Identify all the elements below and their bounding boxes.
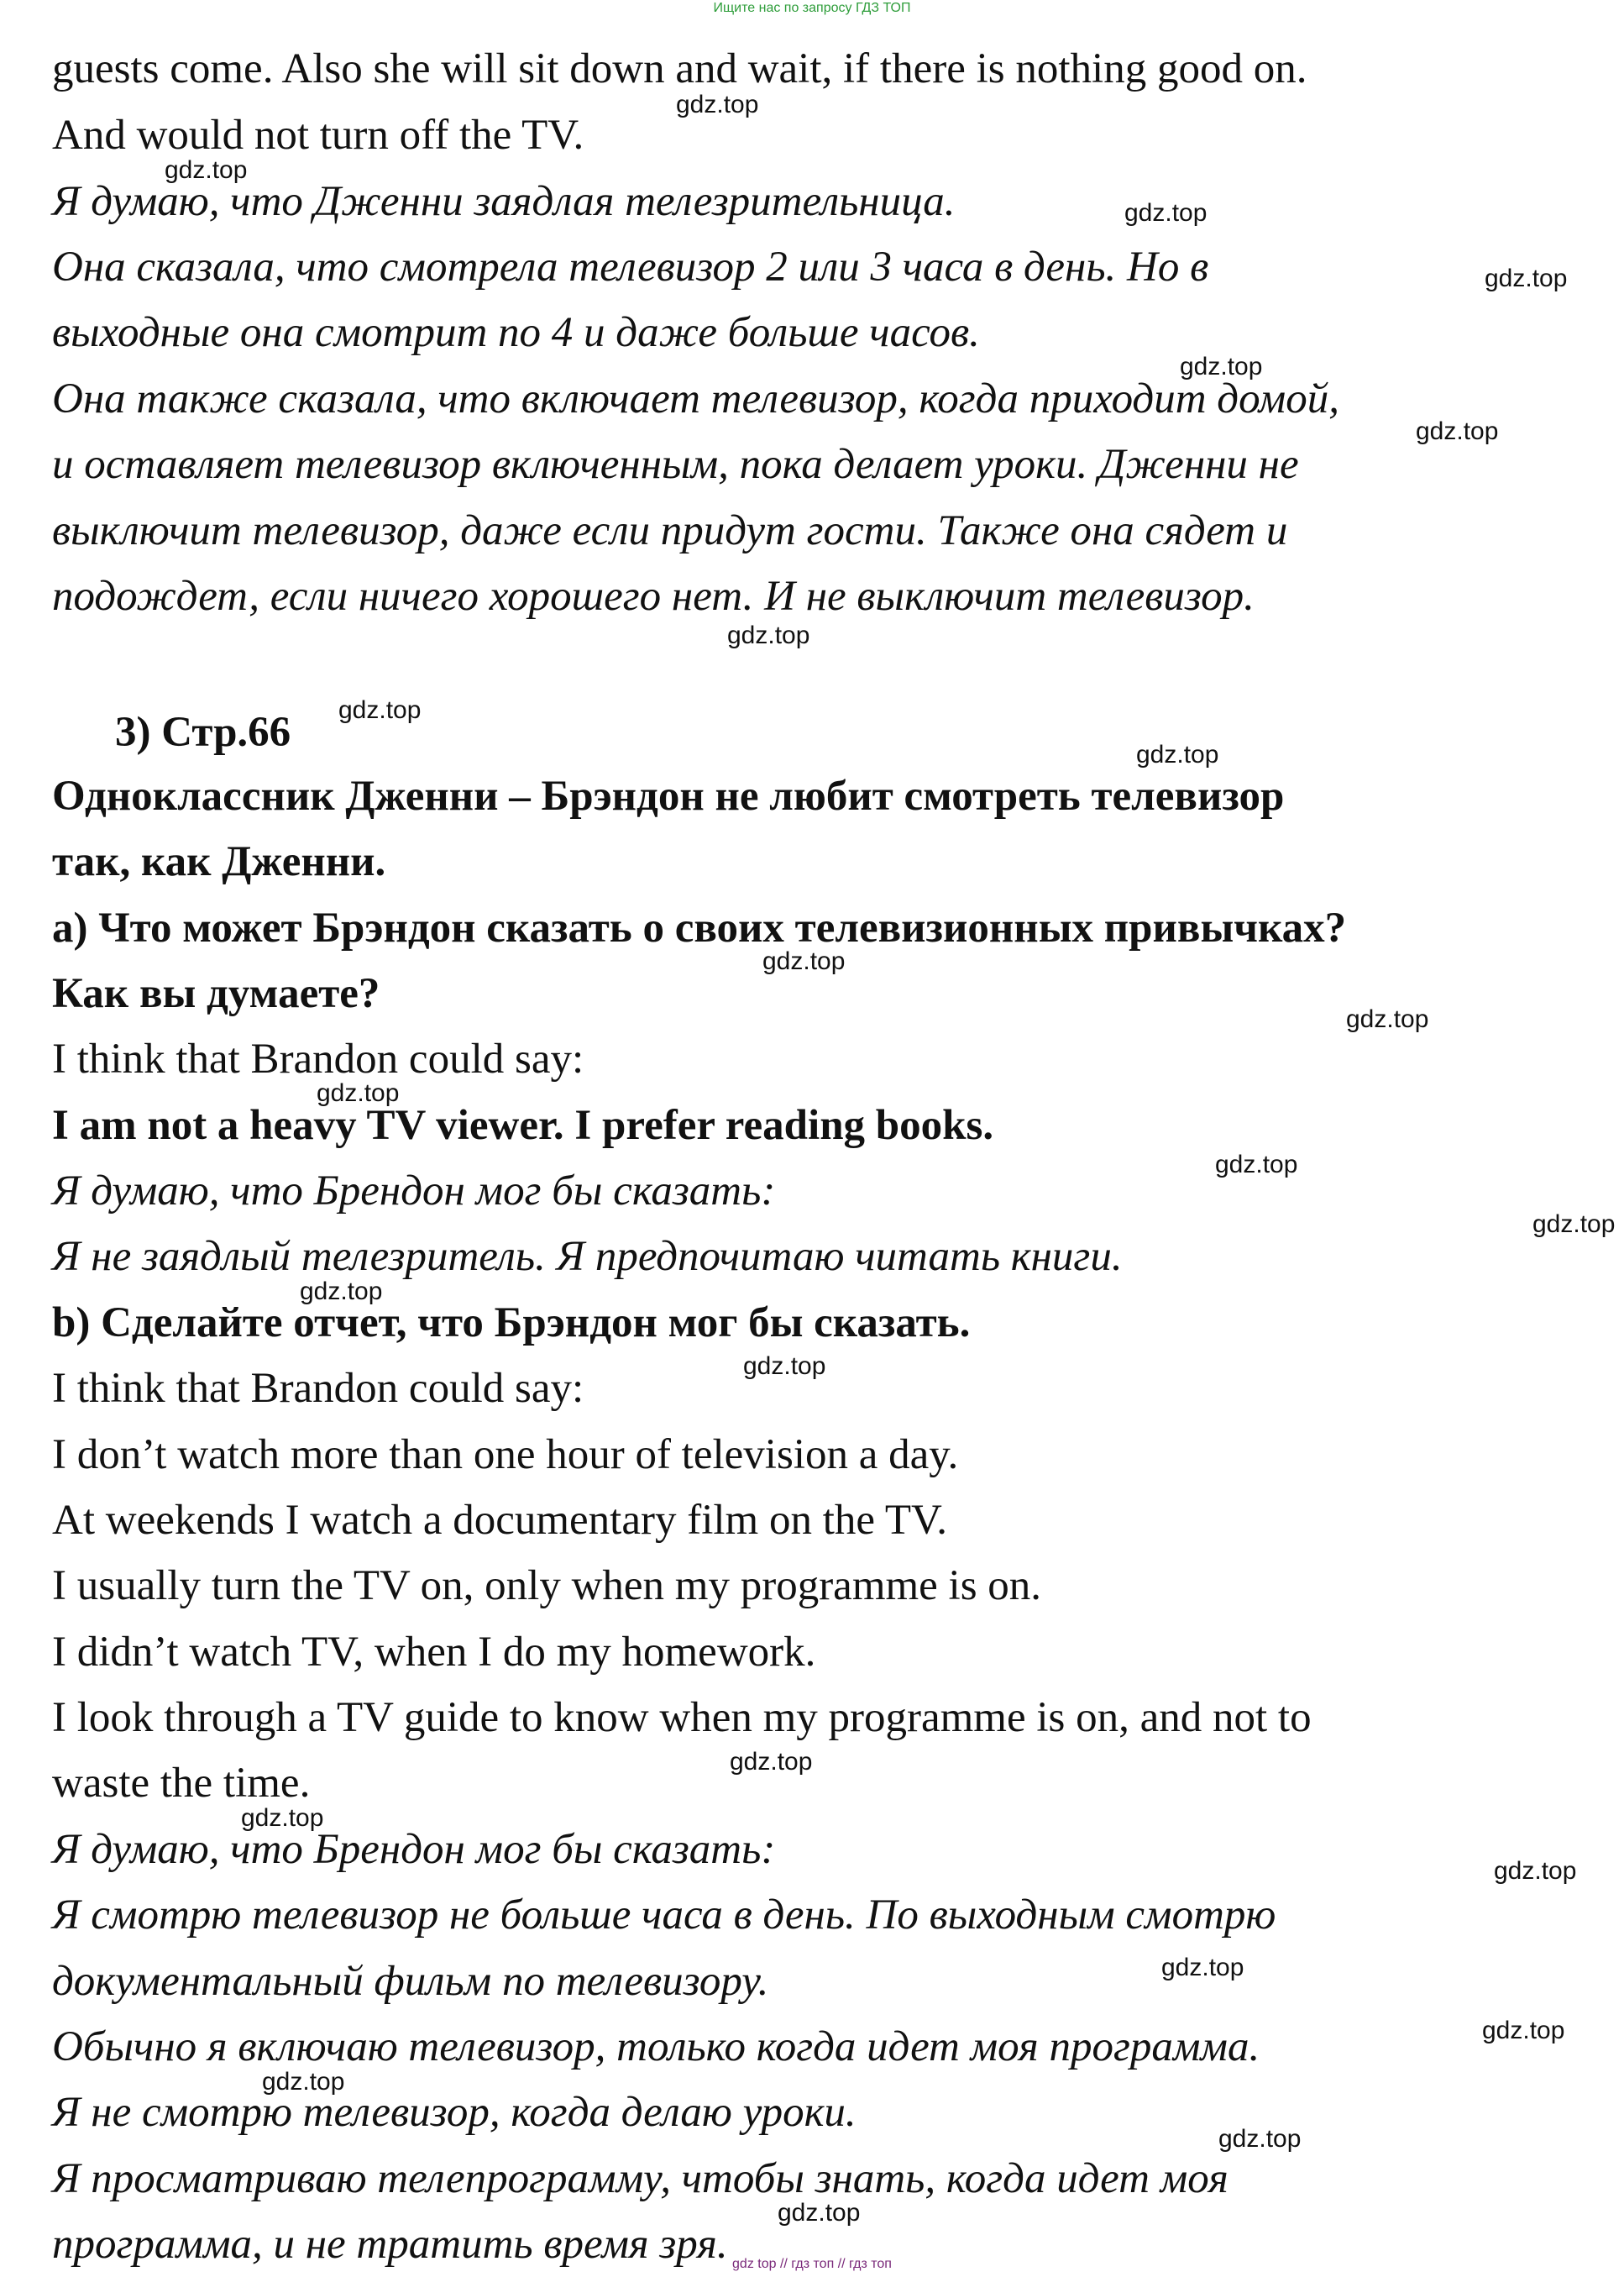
text-line-ru: Я думаю, что Дженни заядлая телезрительница. xyxy=(52,178,956,225)
task-b-question: b) Сделайте отчет, что Брэндон мог бы сказать. xyxy=(52,1299,971,1346)
text-line-ru: Я смотрю телевизор не больше часа в день. По выходным смотрю xyxy=(52,1891,1276,1939)
exercise-heading: 3) Стр.66 xyxy=(115,709,291,756)
watermark: gdz.top xyxy=(1416,417,1499,445)
text-line-ru: Я думаю, что Брендон мог бы сказать: xyxy=(52,1167,776,1215)
text-line-ru: Я думаю, что Брендон мог бы сказать: xyxy=(52,1826,776,1873)
text-line-ru: Обычно я включаю телевизор, только когда идет моя программа. xyxy=(52,2023,1260,2070)
text-line-en: waste the time. xyxy=(52,1760,311,1807)
text-line-ru: подождет, если ничего хорошего нет. И не выключит телевизор. xyxy=(52,573,1255,620)
watermark: gdz.top xyxy=(778,2199,861,2227)
watermark: gdz.top xyxy=(727,622,810,649)
text-line-ru: Она также сказала, что включает телевизор, когда приходит домой, xyxy=(52,375,1339,422)
top-banner[interactable]: Ищите нас по запросу ГДЗ ТОП xyxy=(713,1,911,15)
watermark: gdz.top xyxy=(1124,199,1208,227)
watermark: gdz.top xyxy=(676,91,759,118)
watermark: gdz.top xyxy=(165,156,248,184)
text-line-en: I think that Brandon could say: xyxy=(52,1365,584,1412)
watermark: gdz.top xyxy=(1494,1857,1577,1885)
watermark: gdz.top xyxy=(338,696,422,724)
task-text: так, как Дженни. xyxy=(52,838,386,885)
text-line-ru: и оставляет телевизор включенным, пока делает уроки. Дженни не xyxy=(52,441,1299,488)
watermark: gdz.top xyxy=(300,1278,383,1305)
text-line-ru: выключит телевизор, даже если придут гости. Также она сядет и xyxy=(52,507,1288,554)
watermark: gdz.top xyxy=(262,2068,345,2096)
watermark: gdz.top xyxy=(1161,1954,1244,1981)
bottom-footer[interactable]: gdz top // гдз топ // гдз топ xyxy=(732,2257,892,2271)
watermark: gdz.top xyxy=(241,1804,324,1832)
watermark: gdz.top xyxy=(1180,353,1263,380)
watermark: gdz.top xyxy=(762,947,846,975)
text-line-en: At weekends I watch a documentary film on the TV. xyxy=(52,1497,947,1544)
watermark: gdz.top xyxy=(1482,2017,1565,2044)
text-line-ru: программа, и не тратить время зря. xyxy=(52,2221,728,2268)
text-line-ru: Я просматриваю телепрограмму, чтобы знать, когда идет моя xyxy=(52,2155,1228,2202)
task-text: Одноклассник Дженни – Брэндон не любит смотреть телевизор xyxy=(52,773,1285,820)
text-line-en: I didn’t watch TV, when I do my homework. xyxy=(52,1629,816,1676)
text-line-ru: Я не смотрю телевизор, когда делаю уроки. xyxy=(52,2089,857,2136)
text-line-ru: Она сказала, что смотрела телевизор 2 или 3 часа в день. Но в xyxy=(52,244,1209,291)
text-line-ru: Я не заядлый телезритель. Я предпочитаю читать книги. xyxy=(52,1233,1123,1280)
text-line-ru: выходные она смотрит по 4 и даже больше часов. xyxy=(52,309,980,356)
watermark: gdz.top xyxy=(1215,1151,1298,1178)
text-line-en: I look through a TV guide to know when my programme is on, and not to xyxy=(52,1694,1312,1741)
watermark: gdz.top xyxy=(1346,1005,1429,1033)
watermark: gdz.top xyxy=(1136,741,1219,769)
task-a-question: a) Что может Брэндон сказать о своих телевизионных привычках? xyxy=(52,905,1347,952)
text-line-en: And would not turn off the TV. xyxy=(52,112,584,159)
text-line-en: guests come. Also she will sit down and wait, if there is nothing good on. xyxy=(52,45,1307,92)
watermark: gdz.top xyxy=(730,1748,813,1776)
watermark: gdz.top xyxy=(317,1079,400,1107)
watermark: gdz.top xyxy=(1532,1210,1616,1238)
watermark: gdz.top xyxy=(1485,265,1568,292)
text-line-en: I think that Brandon could say: xyxy=(52,1036,584,1083)
answer-bold: I am not a heavy TV viewer. I prefer reading books. xyxy=(52,1102,994,1149)
text-line-ru: документальный фильм по телевизору. xyxy=(52,1958,769,2005)
task-a-question: Как вы думаете? xyxy=(52,970,380,1017)
watermark: gdz.top xyxy=(743,1352,826,1380)
text-line-en: I usually turn the TV on, only when my programme is on. xyxy=(52,1562,1042,1609)
text-line-en: I don’t watch more than one hour of television a day. xyxy=(52,1431,959,1478)
watermark: gdz.top xyxy=(1218,2125,1302,2153)
